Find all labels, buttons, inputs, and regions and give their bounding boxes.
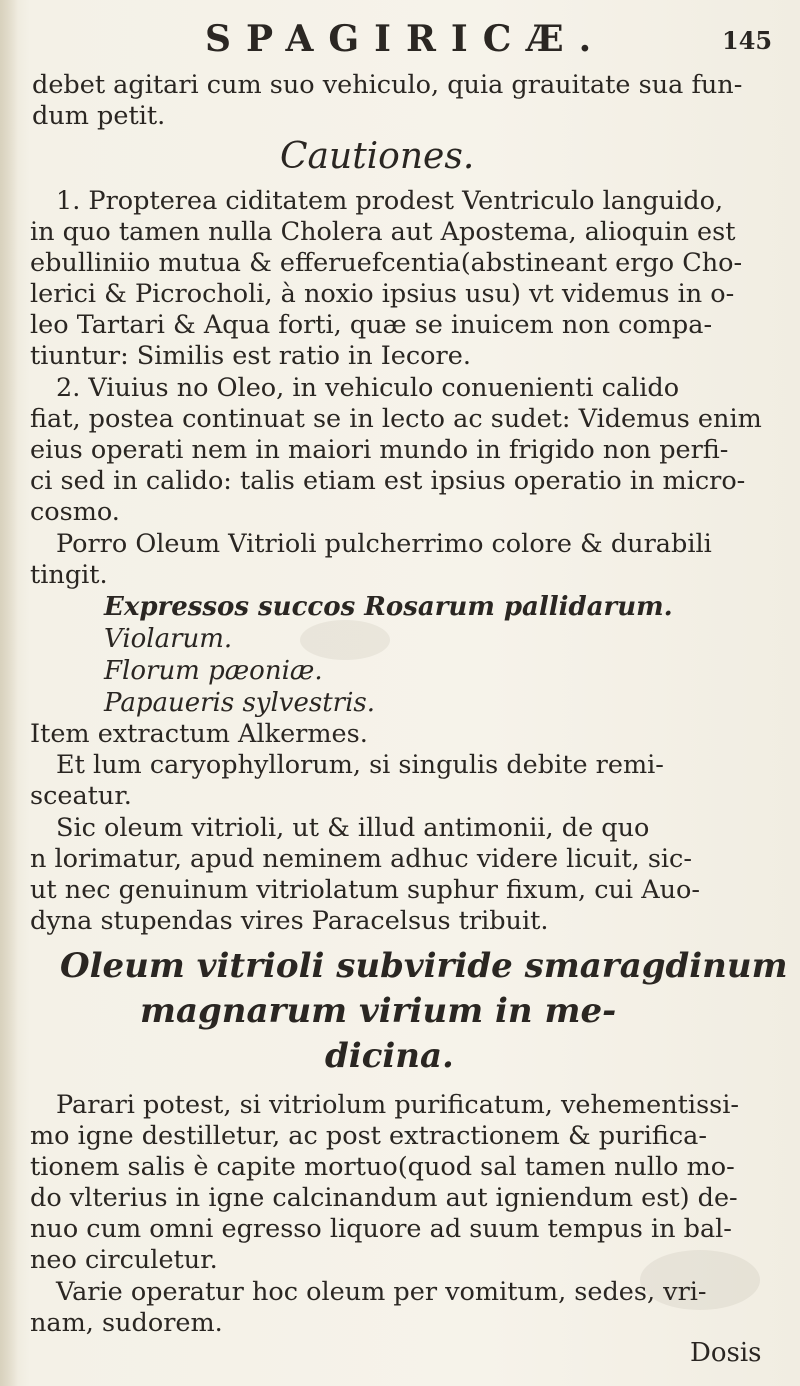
chapter-title: dicina. <box>325 1036 454 1076</box>
text-line: leo Tartari & Aqua forti, quæ se inuicem non compa- <box>30 310 713 340</box>
text-line: ut nec genuinum vitriolatum suphur fixum, cui Auo- <box>30 875 700 905</box>
text-line: lerici & Picrocholi, à noxio ipsius usu) vt videmus in o- <box>30 279 735 309</box>
running-head: SPAGIRICÆ. <box>205 18 607 60</box>
text-line: tionem salis è capite mortuo(quod sal tamen nullo mo- <box>30 1152 735 1182</box>
text-line: nam, sudorem. <box>30 1308 223 1338</box>
page-number: 145 <box>722 26 773 55</box>
section-heading: Cautiones. <box>280 136 475 177</box>
text-line: sceatur. <box>30 781 132 811</box>
text-line: dyna stupendas vires Paracelsus tribuit. <box>30 906 549 936</box>
text-line: ci sed in calido: talis etiam est ipsius operatio in micro- <box>30 466 746 496</box>
text-line: Varie operatur hoc oleum per vomitum, sedes, vri- <box>56 1277 707 1307</box>
text-line: cosmo. <box>30 497 120 527</box>
catchword: Dosis <box>690 1338 762 1368</box>
chapter-title: Oleum vitrioli subviride smaragdinum <box>60 946 788 986</box>
text-line: eius operati nem in maiori mundo in frigido non perfi- <box>30 435 729 465</box>
text-line: n lorimatur, apud neminem adhuc videre licuit, sic- <box>30 844 692 874</box>
text-line: Sic oleum vitrioli, ut & illud antimonii, de quo <box>56 813 650 843</box>
text-line: ebulliniio mutua & efferuefcentia(abstineant ergo Cho- <box>30 248 743 278</box>
text-line: do vlterius in igne calcinandum aut igniendum est) de- <box>30 1183 738 1213</box>
page-fold-shadow <box>0 0 18 1386</box>
chapter-title: magnarum virium in me- <box>140 991 617 1031</box>
text-line: neo circuletur. <box>30 1245 218 1275</box>
text-line: mo igne destilletur, ac post extractionem & purifica- <box>30 1121 707 1151</box>
recipe-item: Expressos succos Rosarum pallidarum. <box>104 592 673 622</box>
text-line: Item extractum Alkermes. <box>30 719 368 749</box>
recipe-item: Violarum. <box>104 624 233 654</box>
text-line: fiat, postea continuat se in lecto ac sudet: Videmus enim <box>30 404 762 434</box>
text-line: nuo cum omni egresso liquore ad suum tempus in bal- <box>30 1214 732 1244</box>
text-line: Porro Oleum Vitrioli pulcherrimo colore & durabili <box>56 529 712 559</box>
page-header <box>0 14 800 60</box>
text-line: tiuntur: Similis est ratio in Iecore. <box>30 341 471 371</box>
text-line: Parari potest, si vitriolum purificatum, vehementissi- <box>56 1090 740 1120</box>
text-line: 2. Viuius no Oleo, in vehiculo conuenienti calido <box>56 373 680 403</box>
recipe-item: Florum pæoniæ. <box>104 656 323 686</box>
paper-stain <box>300 620 390 660</box>
text-line: dum petit. <box>32 101 166 131</box>
text-line: 1. Propterea ciditatem prodest Ventriculo languido, <box>56 186 724 216</box>
recipe-item: Papaueris sylvestris. <box>104 688 376 718</box>
text-line: Et lum caryophyllorum, si singulis debite remi- <box>56 750 664 780</box>
text-line: tingit. <box>30 560 108 590</box>
text-line: debet agitari cum suo vehiculo, quia grauitate sua fun- <box>32 70 743 100</box>
text-line: in quo tamen nulla Cholera aut Apostema, alioquin est <box>30 217 736 247</box>
